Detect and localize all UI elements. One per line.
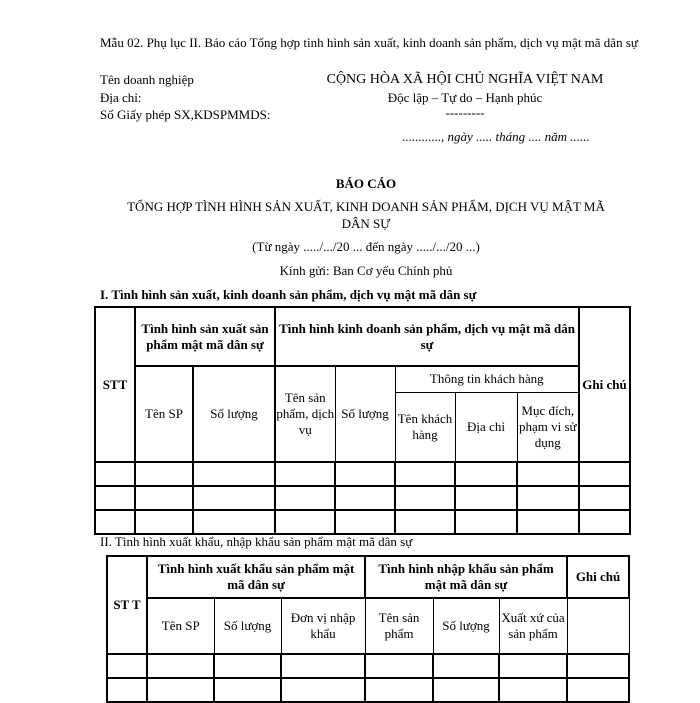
import-group-header: Tình hình nhập khẩu sản phẩm mật mã dân sự — [365, 556, 567, 598]
section1-heading: I. Tình hình sản xuất, kinh doanh sản phẩm, dịch vụ mật mã dân sự — [100, 287, 477, 302]
customer-info-header: Thông tin khách hàng — [395, 366, 579, 392]
notes-header: Ghi chú — [579, 307, 630, 462]
table-row — [107, 678, 629, 702]
product-service-name-header: Tên sản phẩm, dịch vụ — [275, 366, 335, 462]
product-name-header: Tên SP — [135, 366, 193, 462]
date-line — [402, 129, 590, 145]
report-subtitle-2: DÂN SỰ — [341, 216, 391, 231]
date-text: ngày ..... tháng .... năm ...... — [444, 129, 590, 144]
nation-motto: Độc lập – Tự do – Hạnh phúc — [387, 90, 543, 105]
date-place: ............, — [402, 129, 445, 144]
report-period: (Từ ngày ...../.../20 ... đến ngày ...../.../20 ...) — [252, 239, 480, 254]
export-import-table — [106, 555, 630, 703]
production-business-table — [94, 306, 631, 535]
stt2-header: ST T — [107, 556, 147, 654]
table-row — [95, 510, 630, 534]
section2-heading: II. Tình hình xuất khẩu, nhập khẩu sản phẩm mật mã dân sự — [100, 534, 413, 549]
business-group-header: Tình hình kinh doanh sản phẩm, dịch vụ mật mã dân sự — [275, 307, 579, 366]
origin-header: Xuất xứ của sản phẩm — [499, 598, 567, 654]
export-product-name-header: Tên SP — [147, 598, 214, 654]
stt-header: STT — [95, 307, 135, 462]
report-recipient: Kính gửi: Ban Cơ yếu Chính phủ — [279, 263, 453, 278]
report-subtitle-1: TỔNG HỢP TÌNH HÌNH SẢN XUẤT, KINH DOANH SẢN PHẨM, DỊCH VỤ MẬT MÃ — [127, 199, 605, 214]
purpose-header: Mục đích, phạm vi sử dụng — [517, 392, 579, 462]
notes2-header: Ghi chú — [567, 556, 629, 598]
header-rule: --------- — [445, 105, 485, 120]
table-row — [95, 462, 630, 486]
nation-title: CỘNG HÒA XÃ HỘI CHỦ NGHĨA VIỆT NAM — [326, 72, 604, 87]
customer-address-header: Địa chỉ — [455, 392, 517, 462]
quantity2-header: Số lượng — [335, 366, 395, 462]
report-title: BÁO CÁO — [335, 176, 397, 191]
address-label: Địa chỉ: — [100, 90, 142, 105]
production-group-header: Tình hình sản xuất sản phẩm mật mã dân sự — [135, 307, 275, 366]
quantity-header: Số lượng — [193, 366, 275, 462]
export-group-header: Tình hình xuất khẩu sản phẩm mật mã dân sự — [147, 556, 365, 598]
table-row — [95, 486, 630, 510]
company-name-label: Tên doanh nghiệp — [100, 72, 194, 87]
table-row — [107, 654, 629, 678]
import-product-name-header: Tên sản phẩm — [365, 598, 433, 654]
importer-header: Đơn vị nhập khẩu — [281, 598, 365, 654]
import-quantity-header: Số lượng — [433, 598, 499, 654]
export-quantity-header: Số lượng — [214, 598, 281, 654]
customer-name-header: Tên khách hàng — [395, 392, 455, 462]
form-intro: Mẫu 02. Phụ lục II. Báo cáo Tổng hợp tình hình sản xuất, kinh doanh sản phẩm, dịch vụ mật mã dân sự — [100, 35, 638, 50]
license-label: Số Giấy phép SX,KDSPMMDS: — [100, 107, 271, 122]
